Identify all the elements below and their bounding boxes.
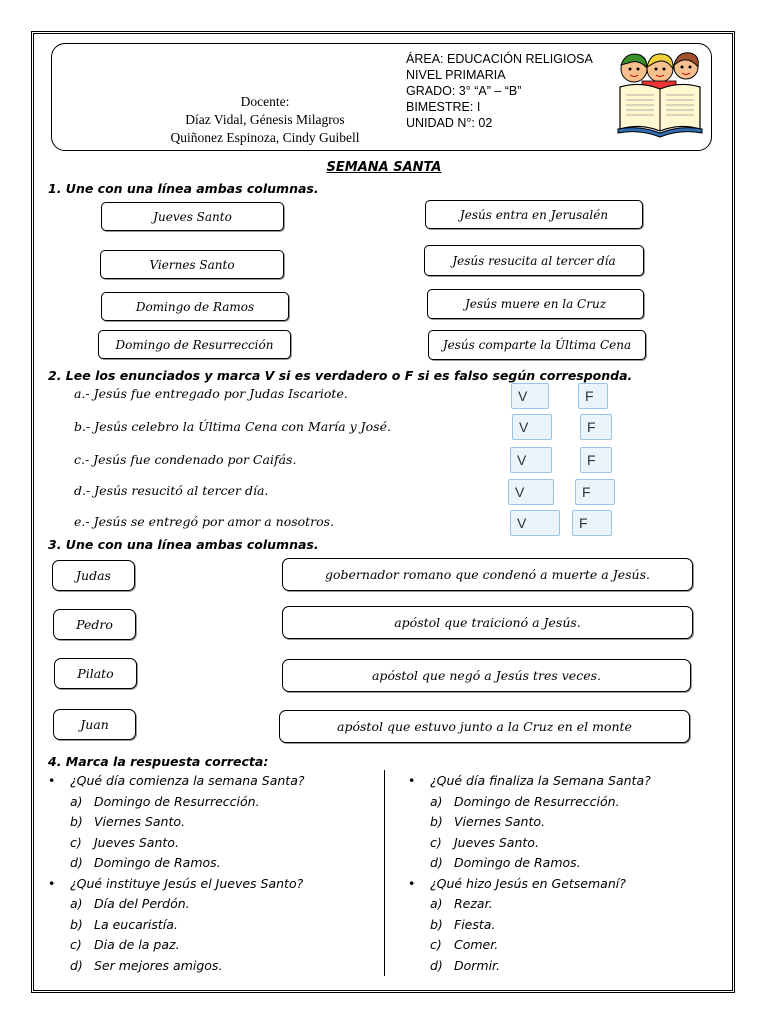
false-checkbox[interactable]: F bbox=[580, 414, 612, 440]
q4-left-column bbox=[48, 771, 305, 976]
bimestre-text: BIMESTRE: I bbox=[406, 100, 481, 114]
docente-block bbox=[150, 93, 380, 147]
q4-option[interactable]: a) Domingo de Resurrección. bbox=[430, 793, 620, 809]
q3-left-item: Juan bbox=[53, 709, 136, 740]
course-info bbox=[406, 51, 593, 131]
q4-option[interactable]: d) Domingo de Ramos. bbox=[430, 855, 581, 870]
kids-reading-book-illustration bbox=[614, 45, 706, 139]
page-title: SEMANA SANTA bbox=[326, 160, 442, 175]
q3-right-item: apóstol que traicionó a Jesús. bbox=[282, 606, 693, 639]
q3-right-item: apóstol que negó a Jesús tres veces. bbox=[282, 659, 691, 692]
q4-option[interactable]: a) Domingo de Resurrección. bbox=[70, 793, 260, 809]
true-checkbox[interactable]: V bbox=[508, 479, 554, 505]
true-checkbox[interactable]: V bbox=[512, 414, 552, 440]
q4-option[interactable]: b) La eucaristía. bbox=[70, 916, 178, 932]
q1-left-item: Viernes Santo bbox=[100, 250, 284, 279]
q4-question: • ¿Qué día finaliza la Semana Santa? bbox=[408, 771, 651, 792]
area-text: ÁREA: EDUCACIÓN RELIGIOSA bbox=[406, 52, 593, 66]
q2-statement: a.- Jesús fue entregado por Judas Iscariote. bbox=[74, 386, 348, 401]
q1-left-item: Domingo de Resurrección bbox=[98, 330, 291, 359]
q4-option[interactable]: a) Día del Perdón. bbox=[70, 896, 190, 911]
q4-question: • ¿Qué instituye Jesús el Jueves Santo? bbox=[48, 874, 305, 895]
q3-left-item: Pedro bbox=[53, 609, 136, 640]
q2-statement: c.- Jesús fue condenado por Caifás. bbox=[74, 452, 297, 467]
q4-option[interactable]: b) Viernes Santo. bbox=[70, 814, 185, 829]
q2-statement: e.- Jesús se entregó por amor a nosotros. bbox=[74, 514, 335, 529]
q3-left-item: Judas bbox=[52, 560, 135, 591]
q2-statement: b.- Jesús celebro la Última Cena con María y José. bbox=[74, 419, 391, 434]
q4-option[interactable]: d) Domingo de Ramos. bbox=[70, 855, 221, 870]
unidad-text: UNIDAD N°: 02 bbox=[406, 116, 493, 130]
q4-option[interactable]: c) Jueves Santo. bbox=[70, 834, 179, 850]
q1-right-item: Jesús muere en la Cruz bbox=[427, 289, 644, 319]
q4-option[interactable]: d) Dormir. bbox=[430, 957, 501, 973]
q1-right-item: Jesús comparte la Última Cena bbox=[428, 330, 646, 360]
q1-heading: 1. Une con una línea ambas columnas. bbox=[48, 181, 319, 196]
q4-question: • ¿Qué hizo Jesús en Getsemaní? bbox=[408, 874, 651, 895]
q4-option[interactable]: b) Fiesta. bbox=[430, 916, 496, 932]
q4-option[interactable]: c) Dia de la paz. bbox=[70, 937, 180, 952]
q1-right-item: Jesús resucita al tercer día bbox=[424, 245, 644, 276]
q4-option[interactable]: b) Viernes Santo. bbox=[430, 814, 545, 829]
docente-name-1: Díaz Vidal, Génesis Milagros bbox=[185, 112, 345, 127]
q4-option[interactable]: c) Jueves Santo. bbox=[430, 834, 539, 850]
q1-left-item: Domingo de Ramos bbox=[101, 292, 289, 321]
true-checkbox[interactable]: V bbox=[510, 447, 552, 473]
false-checkbox[interactable]: F bbox=[575, 479, 615, 505]
false-checkbox[interactable]: F bbox=[580, 447, 612, 473]
q3-right-item: apóstol que estuvo junto a la Cruz en el monte bbox=[279, 710, 690, 743]
docente-label: Docente: bbox=[240, 94, 290, 109]
grado-text: GRADO: 3° “A” – “B” bbox=[406, 84, 522, 98]
docente-name-2: Quiñonez Espinoza, Cindy Guibell bbox=[170, 130, 360, 145]
q4-option[interactable]: c) Comer. bbox=[430, 937, 499, 952]
q4-right-column bbox=[408, 771, 651, 976]
q3-right-item: gobernador romano que condenó a muerte a Jesús. bbox=[282, 558, 693, 591]
q1-right-item: Jesús entra en Jerusalén bbox=[425, 200, 643, 229]
true-checkbox[interactable]: V bbox=[511, 383, 549, 409]
q2-heading: 2. Lee los enunciados y marca V si es verdadero o F si es falso según corresponda. bbox=[48, 368, 633, 383]
column-divider bbox=[384, 770, 385, 976]
q4-option[interactable]: d) Ser mejores amigos. bbox=[70, 957, 223, 973]
q4-question: • ¿Qué día comienza la semana Santa? bbox=[48, 771, 305, 792]
q1-left-item: Jueves Santo bbox=[101, 202, 284, 231]
q3-left-item: Pilato bbox=[54, 658, 137, 689]
q4-option[interactable]: a) Rezar. bbox=[430, 896, 493, 911]
nivel-text: NIVEL PRIMARIA bbox=[406, 68, 506, 82]
false-checkbox[interactable]: F bbox=[578, 383, 608, 409]
q2-statement: d.- Jesús resucitó al tercer día. bbox=[74, 483, 269, 498]
q4-heading: 4. Marca la respuesta correcta: bbox=[48, 754, 269, 769]
false-checkbox[interactable]: F bbox=[572, 510, 612, 536]
true-checkbox[interactable]: V bbox=[510, 510, 560, 536]
q3-heading: 3. Une con una línea ambas columnas. bbox=[48, 537, 319, 552]
